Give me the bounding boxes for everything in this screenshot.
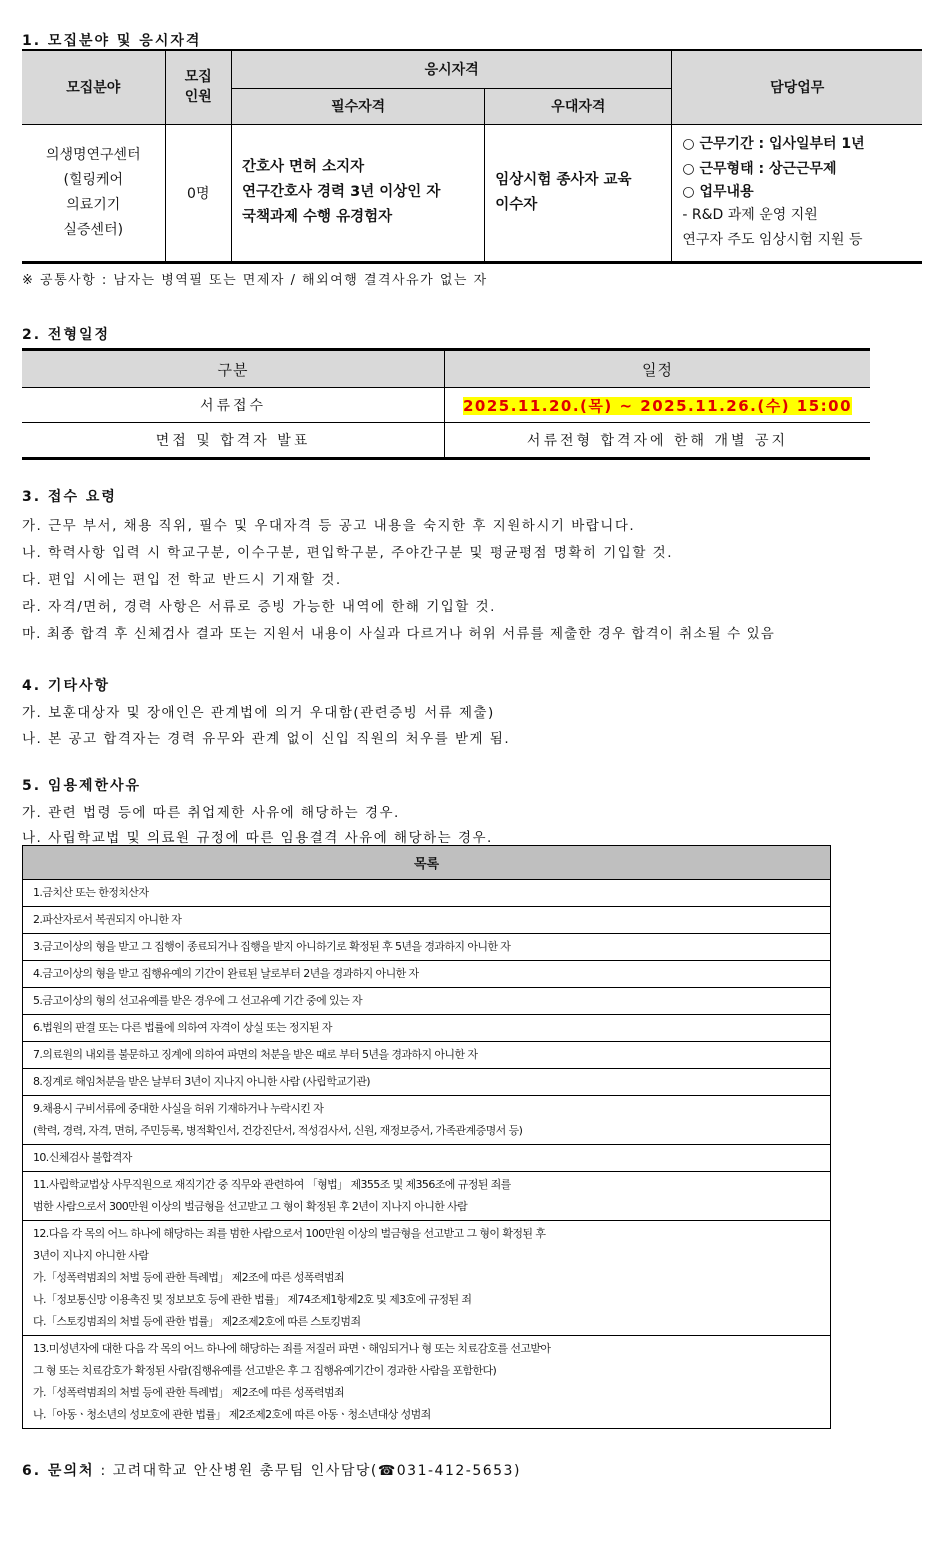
row-text: 나.「아동ㆍ청소년의 성보호에 관한 법률」 제2조제2호에 따른 아동ㆍ청소년대상 성범죄 xyxy=(33,1408,431,1421)
required-line: 연구간호사 경력 3년 이상인 자 xyxy=(241,184,441,200)
row-text: 10.신체검사 불합격자 xyxy=(33,1151,132,1164)
table-row xyxy=(23,1042,831,1069)
duty-bullet: ○ 업무내용 xyxy=(682,184,754,200)
row-text: 12.다음 각 목의 어느 하나에 해당하는 죄를 범한 사람으로서 100만원 이상의 벌금형을 선고받고 그 형이 확정된 후 xyxy=(33,1227,546,1240)
table-row xyxy=(23,934,831,961)
restriction-line: 나. 사립학교법 및 의료원 규정에 따른 임용결격 사유에 해당하는 경우. xyxy=(22,830,493,846)
guide-line: 가. 근무 부서, 채용 직위, 필수 및 우대자격 등 공고 내용을 숙지한 후 지원하시기 바랍니다. xyxy=(22,518,636,534)
row-text: 7.의료원의 내외를 불문하고 징계에 의하여 파면의 처분을 받은 때로 부터 5년을 경과하지 아니한 자 xyxy=(33,1048,478,1061)
table-row xyxy=(23,1069,831,1096)
section-2-heading: 2. 전형일정 xyxy=(22,327,111,343)
row-text: 나.「정보통신망 이용촉진 및 정보보호 등에 관한 법률」 제74조제1항제2호 및 제3호에 규정된 죄 xyxy=(33,1293,472,1306)
duty-bullet: ○ 근무기간 : 입사일부터 1년 xyxy=(682,136,865,152)
table-row xyxy=(23,1145,831,1172)
required-cell xyxy=(231,124,484,262)
row-text: 다.「스토킹범죄의 처벌 등에 관한 법률」 제2조제2호에 따른 스토킹범죄 xyxy=(33,1315,361,1328)
header-qualification: 응시자격 xyxy=(231,50,671,88)
table-row xyxy=(23,988,831,1015)
duty-line: - R&D 과제 운영 지원 xyxy=(682,207,818,223)
common-note: ※ 공통사항 : 남자는 병역필 또는 면제자 / 해외여행 결격사유가 없는 자 xyxy=(22,273,488,288)
disqualification-table xyxy=(22,845,831,1429)
list-header: 목록 xyxy=(23,846,831,880)
header-category: 구분 xyxy=(22,350,445,388)
row-text: 8.징계로 해임처분을 받은 날부터 3년이 지나지 아니한 사람 (사립학교기관) xyxy=(33,1075,371,1088)
contact-line xyxy=(22,1460,521,1480)
header-count: 모집 인원 xyxy=(165,50,231,124)
schedule-category: 면접 및 합격자 발표 xyxy=(22,423,445,459)
required-line: 간호사 면허 소지자 xyxy=(241,159,365,175)
header-field: 모집분야 xyxy=(22,50,165,124)
preferred-cell xyxy=(485,124,672,262)
header-schedule: 일정 xyxy=(445,350,871,388)
row-text: 3.금고이상의 형을 받고 그 집행이 종료되거나 집행을 받지 아니하기로 확정된 후 5년을 경과하지 아니한 자 xyxy=(33,940,511,953)
row-text: 9.채용시 구비서류에 중대한 사실을 허위 기재하거나 누락시킨 자 xyxy=(33,1102,324,1115)
table-row xyxy=(23,961,831,988)
row-text: 범한 사람으로서 300만원 이상의 벌금형을 선고받고 그 형이 확정된 후 2년이 지나지 아니한 사람 xyxy=(33,1200,468,1213)
row-text: 가.「성폭력범죄의 처벌 등에 관한 특례법」 제2조에 따른 성폭력범죄 xyxy=(33,1271,345,1284)
count-cell: 0명 xyxy=(165,124,231,262)
guide-line: 다. 편입 시에는 편입 전 학교 반드시 기재할 것. xyxy=(22,572,342,588)
preferred-line: 임상시험 종사자 교육 xyxy=(495,171,632,188)
row-text: 4.금고이상의 형을 받고 집행유예의 기간이 완료된 날로부터 2년을 경과하지 아니한 자 xyxy=(33,967,419,980)
header-duty: 담당업무 xyxy=(672,50,922,124)
duty-line: 연구자 주도 임상시험 지원 등 xyxy=(682,232,863,248)
schedule-date-highlight: 2025.11.20.(목) ~ 2025.11.26.(수) 15:00 xyxy=(462,396,853,415)
row-text: 그 형 또는 치료감호가 확정된 사람(집행유예를 선고받은 후 그 집행유예기간이 경과한 사람을 포함한다) xyxy=(33,1364,497,1377)
section-3-heading: 3. 접수 요령 xyxy=(22,489,117,505)
recruitment-table xyxy=(22,49,922,264)
guide-line: 라. 자격/면허, 경력 사항은 서류로 증빙 가능한 내역에 한해 기입할 것. xyxy=(22,599,496,615)
field-line: 의료기기 xyxy=(66,196,121,213)
other-line: 가. 보훈대상자 및 장애인은 관계법에 의거 우대함(관련증빙 서류 제출) xyxy=(22,705,495,721)
schedule-table xyxy=(22,348,870,460)
row-text: 6.법원의 판결 또는 다른 법률에 의하여 자격이 상실 또는 정지된 자 xyxy=(33,1021,332,1034)
row-text: 가.「성폭력범죄의 처벌 등에 관한 특례법」 제2조에 따른 성폭력범죄 xyxy=(33,1386,345,1399)
row-text: (학력, 경력, 자격, 면허, 주민등록, 병적확인서, 건강진단서, 적성검사서, 신원, 재정보증서, 가족관계증명서 등) xyxy=(33,1124,523,1137)
guide-line: 나. 학력사항 입력 시 학교구분, 이수구분, 편입학구분, 주야간구분 및 평균평점 명확히 기입할 것. xyxy=(22,545,674,561)
row-text: 13.미성년자에 대한 다음 각 목의 어느 하나에 해당하는 죄를 저질러 파면ㆍ해임되거나 형 또는 치료감호를 선고받아 xyxy=(33,1342,551,1355)
required-line: 국책과제 수행 유경험자 xyxy=(241,209,393,225)
field-line: 실증센터) xyxy=(63,221,124,238)
row-text: 5.금고이상의 형의 선고유예를 받은 경우에 그 선고유예 기간 중에 있는 자 xyxy=(33,994,363,1007)
field-line: 의생명연구센터 xyxy=(45,146,141,163)
section-6-heading: 6. 문의처 xyxy=(22,1463,95,1479)
duty-bullet: ○ 근무형태 : 상근근무제 xyxy=(682,161,837,177)
table-row xyxy=(23,907,831,934)
row-text: 2.파산자로서 복권되지 아니한 자 xyxy=(33,913,182,926)
schedule-value: 서류전형 합격자에 한해 개별 공지 xyxy=(445,423,871,459)
section-5-heading: 5. 임용제한사유 xyxy=(22,778,142,794)
field-cell xyxy=(22,124,165,262)
row-text: 1.금치산 또는 한정치산자 xyxy=(33,886,149,899)
table-row xyxy=(23,880,831,907)
schedule-category: 서류접수 xyxy=(22,388,445,423)
preferred-line: 이수자 xyxy=(495,196,538,213)
guide-line: 마. 최종 합격 후 신체검사 결과 또는 지원서 내용이 사실과 다르거나 허위 서류를 제출한 경우 합격이 취소될 수 있음 xyxy=(22,626,775,642)
restriction-line: 가. 관련 법령 등에 따른 취업제한 사유에 해당하는 경우. xyxy=(22,805,400,821)
header-required: 필수자격 xyxy=(231,88,484,124)
table-row xyxy=(23,1172,831,1221)
duty-cell xyxy=(672,124,922,262)
table-row xyxy=(23,1096,831,1145)
contact-text: : 고려대학교 안산병원 총무팀 인사담당(☎031-412-5653) xyxy=(100,1463,521,1479)
table-row xyxy=(23,1015,831,1042)
section-4-heading: 4. 기타사항 xyxy=(22,678,111,694)
table-row xyxy=(23,1336,831,1429)
other-line: 나. 본 공고 합격자는 경력 유무와 관계 없이 신입 직원의 처우를 받게 됨. xyxy=(22,731,511,747)
field-line: (힐링케어 xyxy=(63,171,124,188)
table-row xyxy=(23,1221,831,1336)
header-preferred: 우대자격 xyxy=(485,88,672,124)
section-1-heading: 1. 모집분야 및 응시자격 xyxy=(22,33,202,49)
row-text: 11.사립학교법상 사무직원으로 재직기간 중 직무와 관련하여 「형법」 제355조 및 제356조에 규정된 죄를 xyxy=(33,1178,511,1191)
row-text: 3년이 지나지 아니한 사람 xyxy=(33,1249,149,1262)
schedule-date-cell xyxy=(445,388,871,423)
